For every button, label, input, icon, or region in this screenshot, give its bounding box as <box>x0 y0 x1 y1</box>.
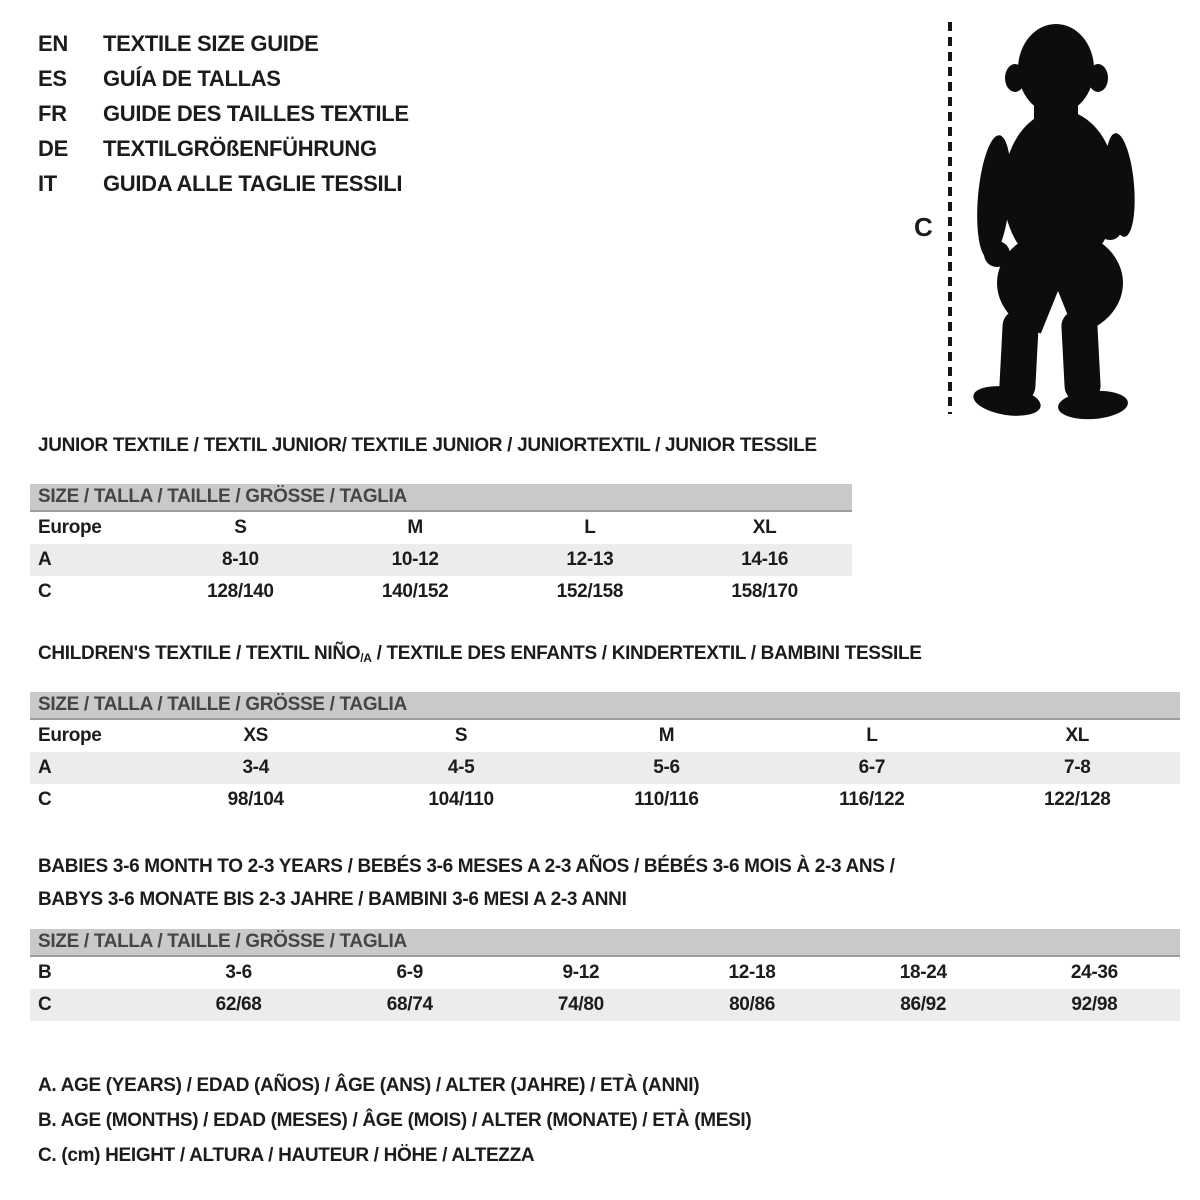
legend-line: C. (cm) HEIGHT / ALTURA / HAUTEUR / HÖHE / ALTEZZA <box>38 1145 535 1166</box>
heading-text: BABYS 3-6 MONATE BIS 2-3 JAHRE / BAMBINI 3-6 MESI A 2-3 ANNI <box>38 889 627 910</box>
language-row <box>38 26 409 61</box>
language-code: DE <box>38 136 68 161</box>
size-value-cell: 3-4 <box>242 757 269 778</box>
size-value-cell: 9-12 <box>562 962 600 983</box>
baby-silhouette-icon <box>963 15 1143 425</box>
measurement-legend <box>38 1068 751 1173</box>
junior-section-heading <box>30 436 852 456</box>
size-value-cell: 18-24 <box>899 962 947 983</box>
row-label-cell: Europe <box>38 517 102 538</box>
junior-size-table <box>30 484 852 608</box>
size-value-cell: 92/98 <box>1071 994 1118 1015</box>
language-guide-title: TEXTILGRÖßENFÜHRUNG <box>103 136 377 161</box>
language-code: ES <box>38 66 67 91</box>
language-guide-title: GUIDE DES TAILLES TEXTILE <box>103 101 409 126</box>
size-value-cell: M <box>407 517 423 538</box>
size-value-cell: 86/92 <box>900 994 947 1015</box>
size-table-row <box>30 752 1180 784</box>
size-value-cell: 5-6 <box>653 757 680 778</box>
size-value-cell: 128/140 <box>207 581 274 602</box>
language-code: EN <box>38 31 68 56</box>
size-value-cell: 12-18 <box>728 962 776 983</box>
language-row <box>38 131 409 166</box>
size-table-row <box>30 512 852 544</box>
size-table-row <box>30 544 852 576</box>
size-value-cell: 116/122 <box>839 789 905 810</box>
row-label-cell: A <box>38 549 52 570</box>
size-value-cell: 140/152 <box>381 581 449 602</box>
size-value-cell: 68/74 <box>386 994 433 1015</box>
size-value-cell: 158/170 <box>731 581 798 602</box>
legend-line: A. AGE (YEARS) / EDAD (AÑOS) / ÂGE (ANS) / ALTER (JAHRE) / ETÀ (ANNI) <box>38 1075 700 1096</box>
size-value-cell: 80/86 <box>729 994 776 1015</box>
size-table-row <box>30 957 1180 989</box>
row-label-cell: B <box>38 962 52 983</box>
language-guide-title: GUIDA ALLE TAGLIE TESSILI <box>103 171 403 196</box>
size-value-cell: 152/158 <box>556 581 624 602</box>
size-value-cell: 4-5 <box>447 757 475 778</box>
row-label-cell: C <box>38 994 52 1015</box>
size-value-cell: 6-7 <box>858 757 886 778</box>
section-heading-line <box>38 436 852 456</box>
babies-textile-section <box>30 850 1180 1021</box>
language-guide-title: TEXTILE SIZE GUIDE <box>103 31 319 56</box>
heading-text: BABIES 3-6 MONTH TO 2-3 YEARS / BEBÉS 3-6 MESES A 2-3 AÑOS / BÉBÉS 3-6 MOIS À 2-3 ANS / <box>38 856 895 877</box>
size-table-header: SIZE / TALLA / TAILLE / GRÖSSE / TAGLIA <box>30 484 852 512</box>
size-value-cell: 62/68 <box>215 994 262 1015</box>
language-guide-title: GUÍA DE TALLAS <box>103 66 281 91</box>
heading-text: JUNIOR TEXTILE / TEXTIL JUNIOR/ TEXTILE JUNIOR / JUNIORTEXTIL / JUNIOR TESSILE <box>38 435 817 456</box>
legend-line: B. AGE (MONTHS) / EDAD (MESES) / ÂGE (MOIS) / ALTER (MONATE) / ETÀ (MESI) <box>38 1110 752 1131</box>
size-table-row <box>30 989 1180 1021</box>
size-value-cell: 104/110 <box>428 789 494 810</box>
children-section-heading <box>30 644 1180 665</box>
section-heading-line <box>38 850 1180 883</box>
size-table-row <box>30 576 852 608</box>
row-label-cell: C <box>38 789 52 810</box>
height-measure-label: C <box>914 212 933 242</box>
size-value-cell: 122/128 <box>1044 789 1111 810</box>
language-title-list <box>38 26 409 201</box>
section-heading-line <box>38 644 1180 665</box>
size-value-cell: 98/104 <box>227 789 284 810</box>
size-value-cell: 14-16 <box>741 549 789 570</box>
size-value-cell: 6-9 <box>396 962 423 983</box>
size-value-cell: L <box>584 517 596 538</box>
heading-subscript: /A <box>360 651 372 665</box>
size-value-cell: M <box>658 725 675 746</box>
babies-size-table <box>30 929 1180 1021</box>
size-value-cell: 10-12 <box>391 549 439 570</box>
size-table-row <box>30 720 1180 752</box>
heading-text: CHILDREN'S TEXTILE / TEXTIL NIÑO <box>38 643 361 664</box>
babies-section-heading <box>30 850 1180 916</box>
row-label-cell: C <box>38 581 52 602</box>
height-measure-dashed-line <box>948 22 952 414</box>
children-size-table <box>30 692 1180 816</box>
section-heading-line <box>38 883 1180 916</box>
size-table-row <box>30 784 1180 816</box>
size-value-cell: XS <box>243 725 269 746</box>
size-value-cell: 3-6 <box>225 962 252 983</box>
size-value-cell: S <box>234 517 247 538</box>
size-value-cell: 110/116 <box>634 789 699 810</box>
size-value-cell: XL <box>1065 725 1090 746</box>
language-row <box>38 61 409 96</box>
size-value-cell: L <box>866 725 878 746</box>
size-table-header: SIZE / TALLA / TAILLE / GRÖSSE / TAGLIA <box>30 692 1180 720</box>
row-label-cell: A <box>38 757 52 778</box>
language-code: FR <box>38 101 67 126</box>
size-value-cell: S <box>454 725 468 746</box>
row-label-cell: Europe <box>38 725 102 746</box>
language-row <box>38 96 409 131</box>
size-value-cell: 12-13 <box>566 549 614 570</box>
size-value-cell: 74/80 <box>557 994 604 1015</box>
size-value-cell: 24-36 <box>1070 962 1118 983</box>
size-value-cell: XL <box>752 517 777 538</box>
heading-text: / TEXTILE DES ENFANTS / KINDERTEXTIL / BAMBINI TESSILE <box>371 643 922 664</box>
size-value-cell: 8-10 <box>222 549 259 570</box>
size-value-cell: 7-8 <box>1064 757 1091 778</box>
language-code: IT <box>38 171 57 196</box>
children-textile-section <box>30 644 1180 816</box>
junior-textile-section <box>30 436 852 608</box>
size-table-header: SIZE / TALLA / TAILLE / GRÖSSE / TAGLIA <box>30 929 1180 957</box>
language-row <box>38 166 409 201</box>
